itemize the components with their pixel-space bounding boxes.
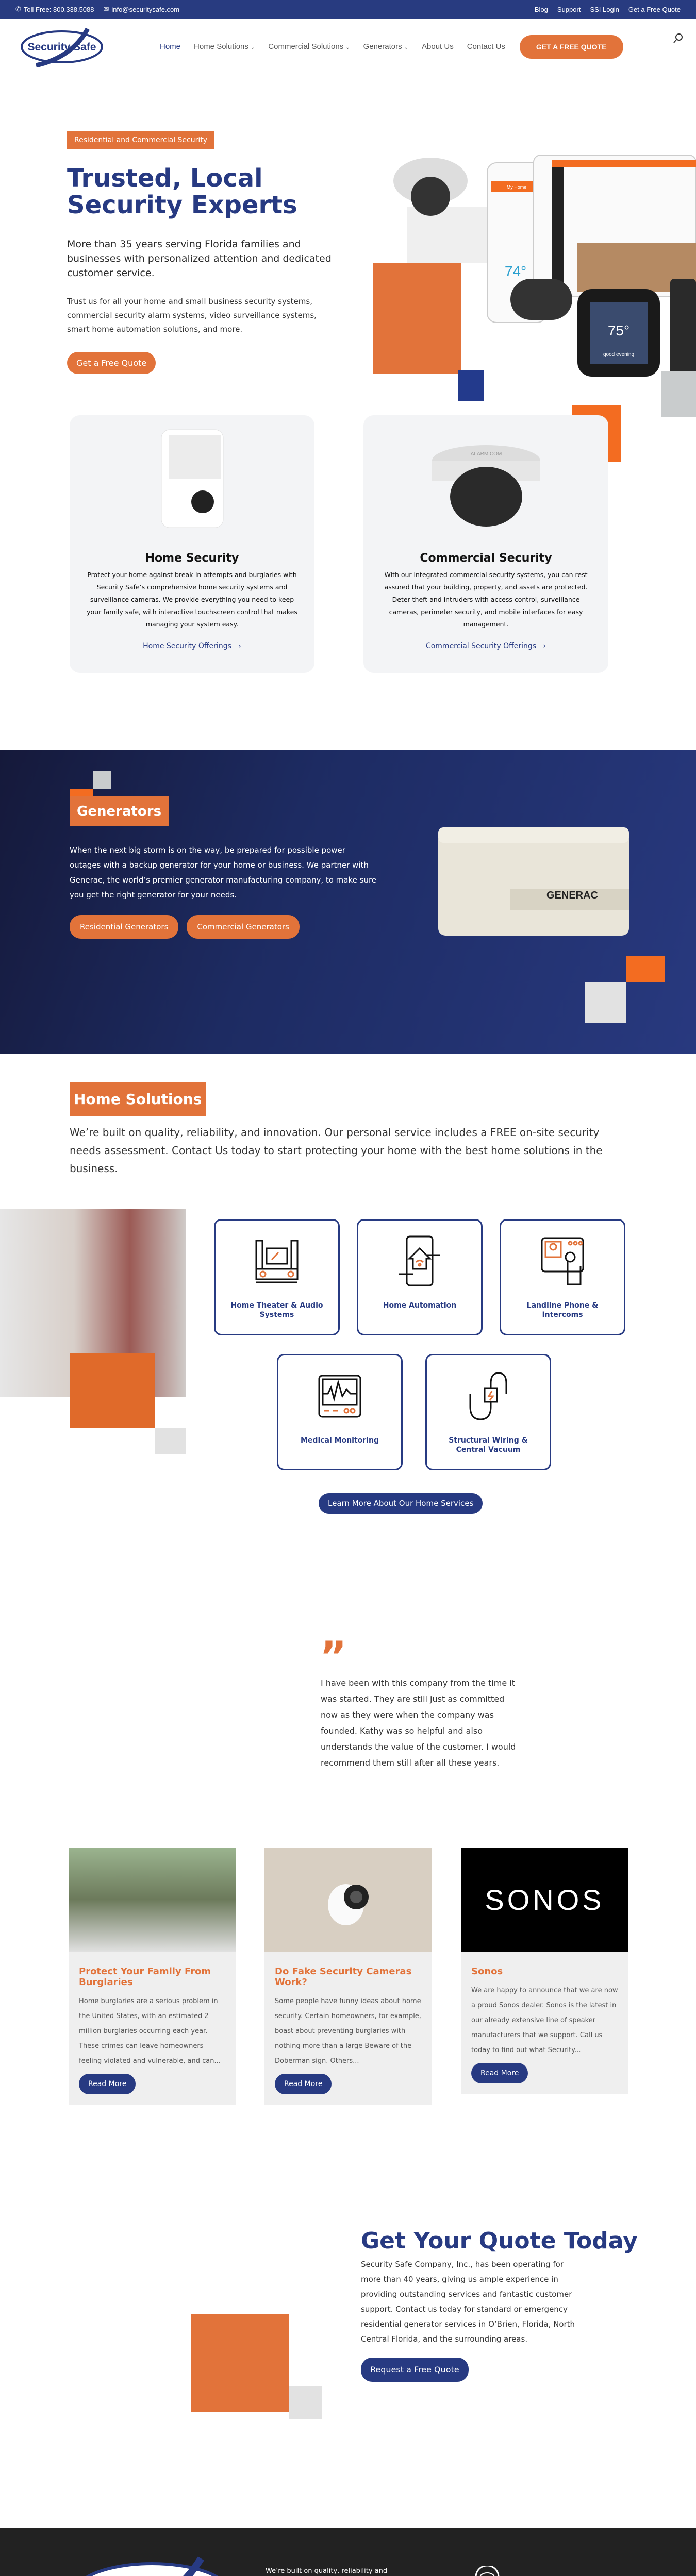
dome-camera-image: [379, 415, 593, 541]
access-reader-image: [670, 279, 696, 377]
get-quote-section: [0, 2208, 696, 2528]
main-nav: [160, 42, 505, 51]
nav-about-us[interactable]: About Us: [422, 42, 454, 51]
home-automation-icon: [358, 1233, 481, 1290]
commercial-generators-button[interactable]: Commercial Generators: [187, 915, 299, 939]
hero-title: Trusted, Local Security Experts: [67, 164, 297, 219]
decor-orange-block: [191, 2314, 289, 2412]
search-icon[interactable]: [673, 33, 683, 46]
tile-structural-wiring[interactable]: Structural Wiring & Central Vacuum: [425, 1354, 551, 1470]
quote-title: Get Your Quote Today: [361, 2228, 638, 2254]
tile-home-automation[interactable]: Home Automation: [357, 1219, 483, 1335]
toll-free-link[interactable]: ✆ Toll Free: 800.338.5088: [15, 5, 94, 13]
svg-text:74°: 74°: [504, 263, 527, 279]
read-more-button[interactable]: Read More: [275, 2074, 332, 2094]
testimonial-text: I have been with this company from the time it was started. They are still just as committed now as they were when the company was founded. Kathy was so helpful and also understands the value of the customer. I would recommend them still after all these years.: [321, 1678, 516, 1768]
decor-gray-block: [93, 771, 111, 789]
svg-text:My Home: My Home: [506, 184, 527, 190]
hero-lead: More than 35 years serving Florida families and businesses with personalized attention and dedicated customer service.: [67, 239, 332, 279]
svg-text:good evening: good evening: [603, 352, 635, 358]
medical-monitor-icon: [278, 1368, 401, 1425]
top-link-support[interactable]: Support: [557, 5, 581, 13]
decor-gray-block: [155, 1428, 186, 1454]
family-photo: [69, 1848, 236, 1952]
nav-contact-us[interactable]: Contact Us: [467, 42, 505, 51]
commercial-security-offerings-link[interactable]: Commercial Security Offerings ›: [425, 642, 546, 650]
envelope-icon: ✉: [103, 5, 109, 13]
post-excerpt: Some people have funny ideas about home security. Certain homeowners, for example, boast about preventing burglaries with nothing more than a large Beware of the Doberman sign. Others...: [275, 1997, 421, 2065]
residential-generators-button[interactable]: Residential Generators: [70, 915, 178, 939]
svg-text:ALARM.COM: ALARM.COM: [470, 451, 502, 457]
footer-logo[interactable]: [72, 2556, 232, 2576]
svg-text:75°: 75°: [607, 323, 630, 338]
post-excerpt: Home burglaries are a serious problem in the United States, with an estimated 2 million burglaries occurring each year. These crimes can leave homeowners feeling violated and vulnerable, and can...: [79, 1997, 221, 2065]
top-link-free-quote[interactable]: Get a Free Quote: [628, 5, 681, 13]
home-security-offerings-link[interactable]: Home Security Offerings ›: [143, 642, 241, 650]
nav-commercial-solutions[interactable]: Commercial Solutions ⌄: [268, 42, 350, 51]
decor-orange-block: [373, 263, 461, 374]
footer-text: We’re built on quality, reliability and: [266, 2567, 388, 2575]
home-solutions-section: [0, 1054, 696, 1621]
quote-text: Security Safe Company, Inc., has been operating for more than 40 years, giving us ample experience in providing outstanding services and fantastic customer support. Contact us today for standard or emergency residential generator services in O’Brien, Florida, North Central Florida, and the surrounding areas.: [361, 2260, 575, 2344]
motion-sensor-camera-image: [85, 415, 299, 541]
security-section: [0, 395, 696, 750]
chevron-down-icon: ⌄: [404, 45, 409, 50]
main-header: [0, 19, 696, 75]
sonos-logo-image: SONOS: [461, 1848, 628, 1952]
chevron-right-icon: ›: [238, 642, 241, 650]
generac-generator-image: [433, 817, 634, 948]
top-link-ssi-login[interactable]: SSI Login: [590, 5, 619, 13]
quote-icon: ”: [320, 1633, 347, 1681]
post-title[interactable]: Protect Your Family From Burglaries: [79, 1966, 211, 1988]
blog-section: [0, 1848, 696, 2208]
blog-post: [264, 1848, 432, 2105]
decor-gray-block: [289, 2386, 322, 2419]
nav-generators[interactable]: Generators ⌄: [363, 42, 409, 51]
home-security-card: [70, 415, 314, 673]
hero-section: [0, 75, 696, 395]
hero-free-quote-button[interactable]: Get a Free Quote: [67, 352, 156, 374]
chevron-down-icon: ⌄: [250, 45, 255, 50]
chevron-down-icon: ⌄: [345, 45, 350, 50]
intercom-icon: [501, 1233, 624, 1290]
footer-address: [461, 2566, 567, 2576]
logo[interactable]: [15, 26, 108, 67]
card-title: Home Security: [145, 552, 239, 565]
top-bar: [0, 0, 696, 19]
blog-post: [69, 1848, 236, 2105]
tile-home-theater[interactable]: Home Theater & Audio Systems: [214, 1219, 340, 1335]
nav-home[interactable]: Home: [160, 42, 181, 51]
generators-section: [0, 750, 696, 1054]
card-text: Protect your home against break-in attempts and burglaries with Security Safe’s comprehensive home security systems and surveillance cameras. We provide everything you need to keep your family safe, with interactive touchscreen control that makes managing your system easy.: [87, 571, 297, 628]
hero-product-collage: [361, 150, 696, 408]
post-title[interactable]: Sonos: [471, 1966, 503, 1977]
blog-post: [461, 1848, 628, 2094]
key-fob-image: [510, 279, 572, 320]
tile-medical-monitoring[interactable]: Medical Monitoring: [277, 1354, 403, 1470]
top-link-blog[interactable]: Blog: [534, 5, 548, 13]
email-link[interactable]: ✉ info@securitysafe.com: [103, 5, 180, 13]
hero-body: Trust us for all your home and small business security systems, commercial security alarm systems, video surveillance systems, smart home automation solutions, and more.: [67, 297, 317, 334]
phone-icon: ✆: [15, 5, 21, 13]
tile-intercoms[interactable]: Landline Phone & Intercoms: [500, 1219, 625, 1335]
nav-home-solutions[interactable]: Home Solutions ⌄: [194, 42, 255, 51]
generators-title: Generators: [70, 796, 169, 826]
decor-gray-block: [585, 982, 626, 1023]
security-camera-photo: [264, 1848, 432, 1952]
decor-orange-block: [70, 1353, 155, 1428]
svg-text:GENERAC: GENERAC: [546, 890, 599, 901]
header-free-quote-button[interactable]: GET A FREE QUOTE: [520, 35, 623, 59]
testimonial-section: [0, 1621, 696, 1848]
home-theater-icon: [216, 1233, 338, 1290]
svg-text:Security Safe: Security Safe: [27, 41, 96, 53]
wiring-icon: [427, 1368, 550, 1425]
card-text: With our integrated commercial security systems, you can rest assured that your building, property, and assets are protected. Deter theft and intruders with access control, surveillance cameras, perimeter security, and mobile interfaces for easy management.: [384, 571, 588, 628]
generators-text: When the next big storm is on the way, be prepared for possible power outages with a backup generator for your home or business. We partner with Generac, the world’s premier generator manufacturing company, to make sure you get the right generator for your needs.: [70, 845, 377, 900]
request-free-quote-button[interactable]: Request a Free Quote: [361, 2358, 469, 2382]
post-title[interactable]: Do Fake Security Cameras Work?: [275, 1966, 412, 1988]
learn-more-home-services-button[interactable]: Learn More About Our Home Services: [319, 1493, 483, 1514]
read-more-button[interactable]: Read More: [79, 2074, 136, 2094]
security-safe-logo: [15, 26, 108, 67]
commercial-security-card: [363, 415, 608, 673]
chevron-right-icon: ›: [543, 642, 546, 650]
card-title: Commercial Security: [420, 552, 552, 565]
home-solutions-title: Home Solutions: [70, 1082, 206, 1116]
footer: [0, 2528, 696, 2576]
home-solutions-intro: We’re built on quality, reliability, and innovation. Our personal service includes a FREE on-site security needs assessment. Contact Us today to start protecting your home with the best home solutions in the business.: [70, 1126, 603, 1175]
hero-badge: Residential and Commercial Security: [67, 131, 214, 149]
map-pin-icon: [472, 2566, 503, 2576]
read-more-button[interactable]: Read More: [471, 2063, 528, 2083]
post-excerpt: We are happy to announce that we are now a proud Sonos dealer. Sonos is the latest in our already extensive line of speaker manufacturers that we support. Call us today to find out what Security...: [471, 1987, 618, 2054]
decor-gray-block: [661, 371, 696, 417]
decor-orange-block: [626, 956, 665, 982]
